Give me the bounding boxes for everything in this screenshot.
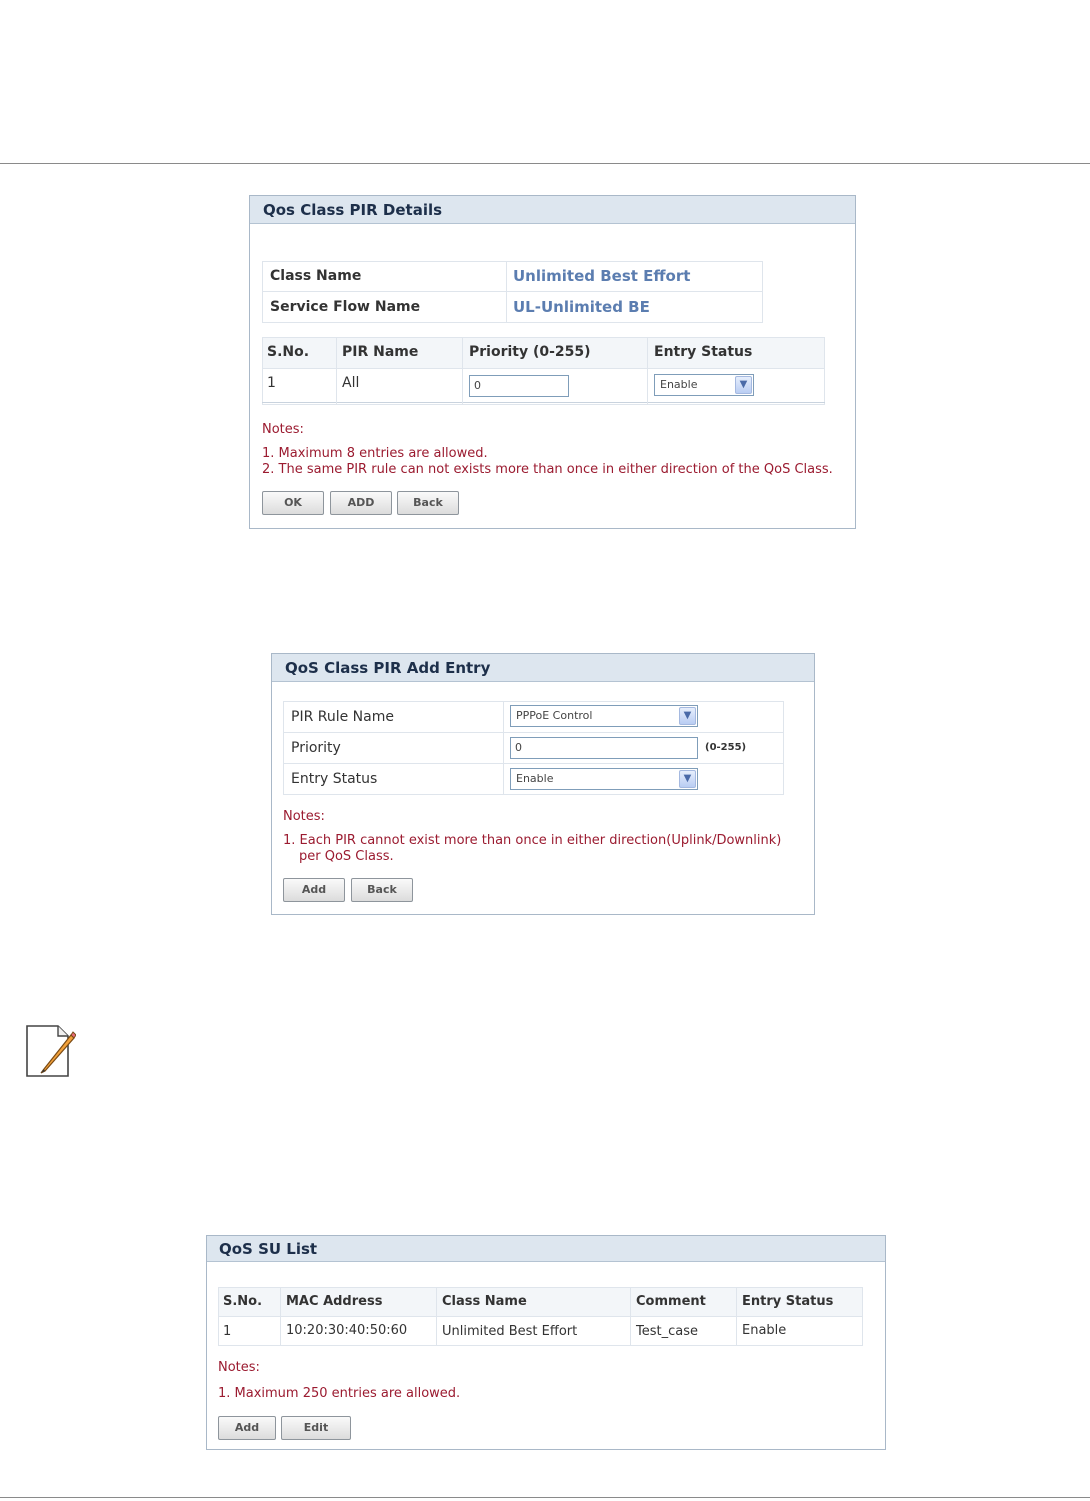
chevron-down-icon[interactable]: ▼ xyxy=(735,376,752,394)
pir-details-title: Qos Class PIR Details xyxy=(250,196,855,224)
col-entry-status: Entry Status xyxy=(742,1294,834,1309)
priority-hint: (0-255) xyxy=(705,742,747,753)
service-flow-label: Service Flow Name xyxy=(270,299,421,315)
pir-add-title: QoS Class PIR Add Entry xyxy=(272,654,814,682)
col-sno: S.No. xyxy=(223,1294,263,1309)
table-row-mac: 10:20:30:40:50:60 xyxy=(286,1323,408,1338)
bottom-divider xyxy=(0,1497,1090,1498)
add-button[interactable]: ADD xyxy=(330,491,392,515)
ok-button[interactable]: OK xyxy=(262,491,324,515)
entry-status-label: Entry Status xyxy=(291,771,378,787)
table-row-status: Enable xyxy=(742,1323,787,1338)
class-name-value: Unlimited Best Effort xyxy=(513,267,691,285)
note-line: 1. Maximum 250 entries are allowed. xyxy=(218,1386,461,1401)
edit-button[interactable]: Edit xyxy=(281,1416,351,1440)
pir-rule-name-label: PIR Rule Name xyxy=(291,709,394,725)
table-row-sno: 1 xyxy=(223,1324,232,1339)
chevron-down-icon[interactable]: ▼ xyxy=(679,707,696,725)
chevron-down-icon[interactable]: ▼ xyxy=(679,770,696,788)
back-button[interactable]: Back xyxy=(397,491,459,515)
add-button[interactable]: Add xyxy=(283,878,345,902)
col-priority: Priority (0-255) xyxy=(469,344,591,360)
col-comment: Comment xyxy=(636,1294,706,1309)
col-mac-address: MAC Address xyxy=(286,1294,383,1309)
col-pir-name: PIR Name xyxy=(342,344,419,360)
note-line: 1. Each PIR cannot exist more than once in either direction(Uplink/Downlink) xyxy=(283,833,782,848)
pir-add-panel xyxy=(271,653,815,915)
col-class-name: Class Name xyxy=(442,1294,527,1309)
entry-status-select[interactable] xyxy=(654,374,754,396)
back-button[interactable]: Back xyxy=(351,878,413,902)
col-sno: S.No. xyxy=(267,344,310,360)
pir-details-panel xyxy=(249,195,856,529)
table-row-comment: Test_case xyxy=(636,1324,698,1339)
table-row-pir-name: All xyxy=(342,375,360,391)
col-entry-status: Entry Status xyxy=(654,344,753,360)
note-pencil-icon xyxy=(24,1023,76,1079)
priority-input[interactable]: 0 xyxy=(510,737,698,759)
notes-title: Notes: xyxy=(218,1360,260,1375)
service-flow-value: UL-Unlimited BE xyxy=(513,298,650,316)
entry-status-value: Enable xyxy=(660,378,698,391)
class-name-label: Class Name xyxy=(270,268,362,284)
notes-title: Notes: xyxy=(262,422,304,437)
priority-input[interactable]: 0 xyxy=(469,375,569,397)
su-list-title: QoS SU List xyxy=(207,1236,885,1262)
priority-label: Priority xyxy=(291,740,341,756)
notes-title: Notes: xyxy=(283,809,325,824)
pir-rule-name-select[interactable] xyxy=(510,705,698,727)
entry-status-value: Enable xyxy=(516,772,554,785)
note-line: 2. The same PIR rule can not exists more than once in either direction of the QoS Class. xyxy=(262,462,833,477)
table-row-class-name: Unlimited Best Effort xyxy=(442,1324,578,1339)
top-divider xyxy=(0,163,1090,164)
su-list-panel xyxy=(206,1235,886,1450)
add-button[interactable]: Add xyxy=(218,1416,276,1440)
note-line: 1. Maximum 8 entries are allowed. xyxy=(262,446,488,461)
entry-status-select[interactable] xyxy=(510,768,698,790)
note-line: per QoS Class. xyxy=(299,849,394,864)
pir-rule-name-value: PPPoE Control xyxy=(516,709,593,722)
table-row-sno: 1 xyxy=(267,375,276,391)
